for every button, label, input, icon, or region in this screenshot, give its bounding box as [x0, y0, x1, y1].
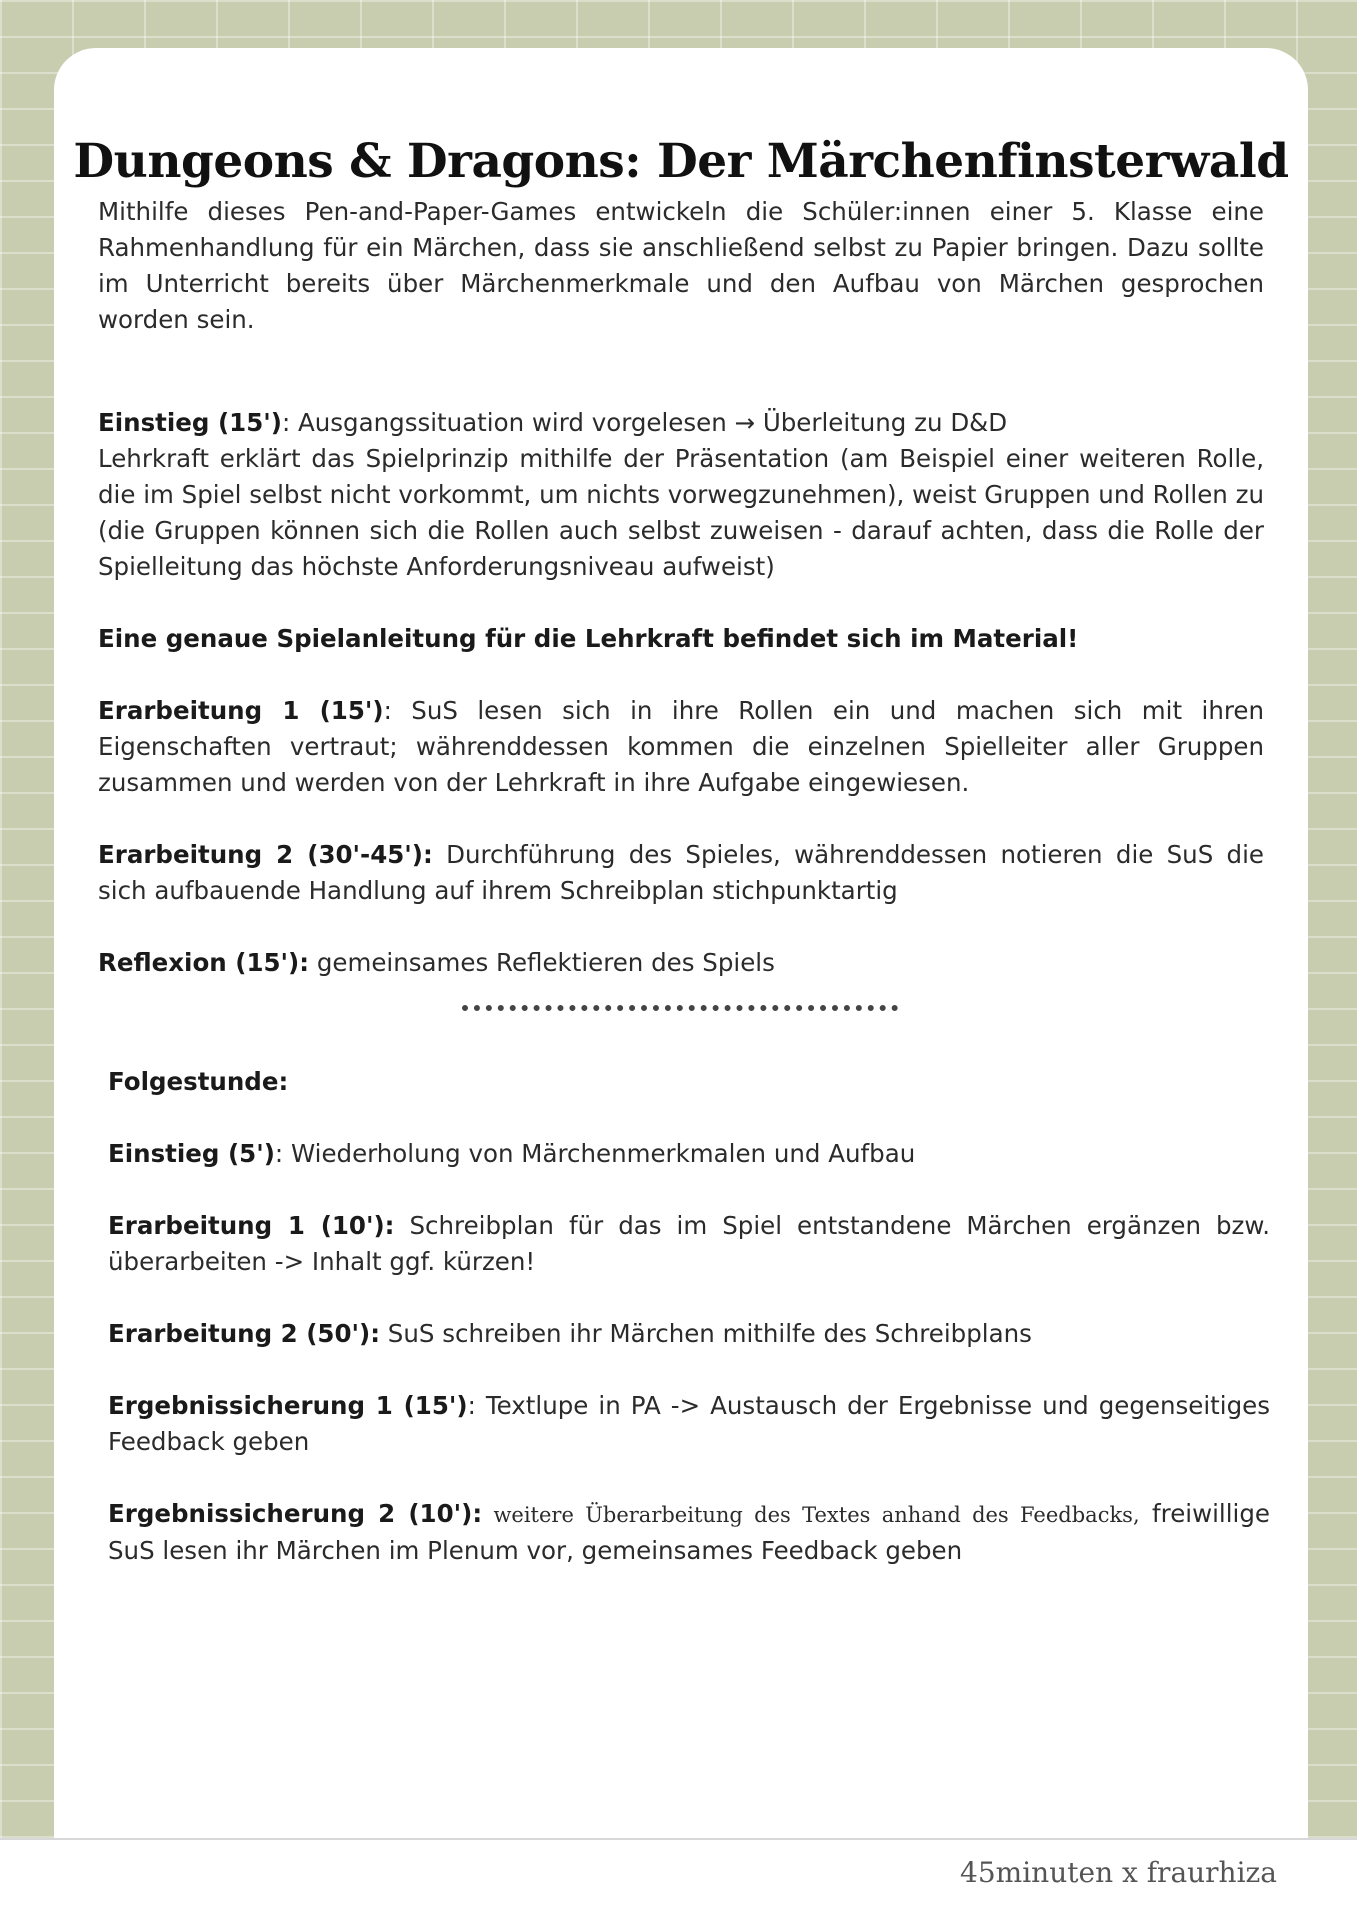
einstieg-detail: Lehrkraft erklärt das Spielprinzip mithilfe der Präsentation (am Beispiel einer weiteren Rolle, die im Spiel selbst nicht vorkommt, um nichts vorwegzunehmen), weist Gruppen und Rollen zu (die Gruppen können sich die Rollen auch selbst zuweisen - darauf achten, dass die Rolle der Spielleitung das höchste Anforderungsniveau aufweist)	[98, 444, 1264, 581]
ergebnis2-paragraph	[108, 1496, 1270, 1569]
lesson-plan-section	[98, 405, 1264, 981]
folgestunde-einstieg-text: : Wiederholung von Märchenmerkmalen und Aufbau	[274, 1139, 916, 1168]
erarbeitung2-label: Erarbeitung 2 (30'-45'):	[98, 840, 433, 869]
folgestunde-heading	[108, 1064, 1270, 1100]
folgestunde-einstieg-label: Einstieg (5')	[108, 1139, 275, 1168]
erarbeitung1-paragraph	[98, 693, 1264, 801]
reflexion-paragraph	[98, 945, 1264, 981]
folgestunde-erarbeitung2-text: SuS schreiben ihr Märchen mithilfe des Schreibplans	[380, 1319, 1032, 1348]
ergebnis1-paragraph	[108, 1388, 1270, 1460]
folgestunde-erarbeitung2-label: Erarbeitung 2 (50'):	[108, 1319, 381, 1348]
folgestunde-einstieg-paragraph	[108, 1136, 1270, 1172]
einstieg-label: Einstieg (15')	[98, 408, 282, 437]
reflexion-label: Reflexion (15'):	[98, 948, 310, 977]
folgestunde-erarbeitung2-paragraph	[108, 1316, 1270, 1352]
erarbeitung2-paragraph	[98, 837, 1264, 909]
ergebnis1-label: Ergebnissicherung 1 (15')	[108, 1391, 468, 1420]
einstieg-text: : Ausgangssituation wird vorgelesen → Überleitung zu D&D	[281, 408, 1008, 437]
ergebnis2-serif-text: weitere Überarbeitung des Textes anhand des Feedbacks,	[482, 1503, 1140, 1527]
folgestunde-erarbeitung1-paragraph	[108, 1208, 1270, 1280]
folgestunde-heading-text: Folgestunde:	[108, 1067, 289, 1096]
notice-paragraph	[98, 621, 1264, 657]
ergebnis1-text: : Textlupe in PA -> Austausch der Ergebnisse und gegenseitiges Feedback geben	[108, 1391, 1270, 1456]
intro-section	[98, 194, 1264, 338]
folgestunde-section	[108, 1064, 1270, 1569]
notice-text: Eine genaue Spielanleitung für die Lehrkraft befindet sich im Material!	[98, 624, 1079, 653]
folgestunde-erarbeitung1-label: Erarbeitung 1 (10'):	[108, 1211, 395, 1240]
erarbeitung1-text: : SuS lesen sich in ihre Rollen ein und machen sich mit ihren Eigenschaften vertraut; währenddessen kommen die einzelnen Spielleiter aller Gruppen zusammen und werden von der Lehrkraft in ihre Aufgabe eingewiesen.	[98, 696, 1264, 797]
einstieg-paragraph	[98, 405, 1264, 441]
erarbeitung2-text: Durchführung des Spieles, währenddessen notieren die SuS die sich aufbauende Handlung auf ihrem Schreibplan stichpunktartig	[98, 840, 1264, 905]
dotted-divider	[462, 1005, 898, 1011]
reflexion-text: gemeinsames Reflektieren des Spiels	[309, 948, 775, 977]
erarbeitung1-label: Erarbeitung 1 (15')	[98, 696, 384, 725]
ergebnis2-label: Ergebnissicherung 2 (10'):	[108, 1499, 483, 1528]
folgestunde-erarbeitung1-text: Schreibplan für das im Spiel entstandene Märchen ergänzen bzw. überarbeiten -> Inhalt ggf. kürzen!	[108, 1211, 1270, 1276]
ergebnis2-text: freiwillige SuS lesen ihr Märchen im Plenum vor, gemeinsames Feedback geben	[108, 1499, 1270, 1565]
document-title: Dungeons & Dragons: Der Märchenfinsterwald	[73, 134, 1289, 189]
footer-credit: 45minuten x fraurhiza	[960, 1856, 1277, 1889]
intro-paragraph: Mithilfe dieses Pen-and-Paper-Games entwickeln die Schüler:innen einer 5. Klasse eine Rahmenhandlung für ein Märchen, dass sie anschließend selbst zu Papier bringen. Dazu sollte im Unterricht bereits über Märchenmerkmale und den Aufbau von Märchen gesprochen worden sein.	[98, 197, 1264, 334]
